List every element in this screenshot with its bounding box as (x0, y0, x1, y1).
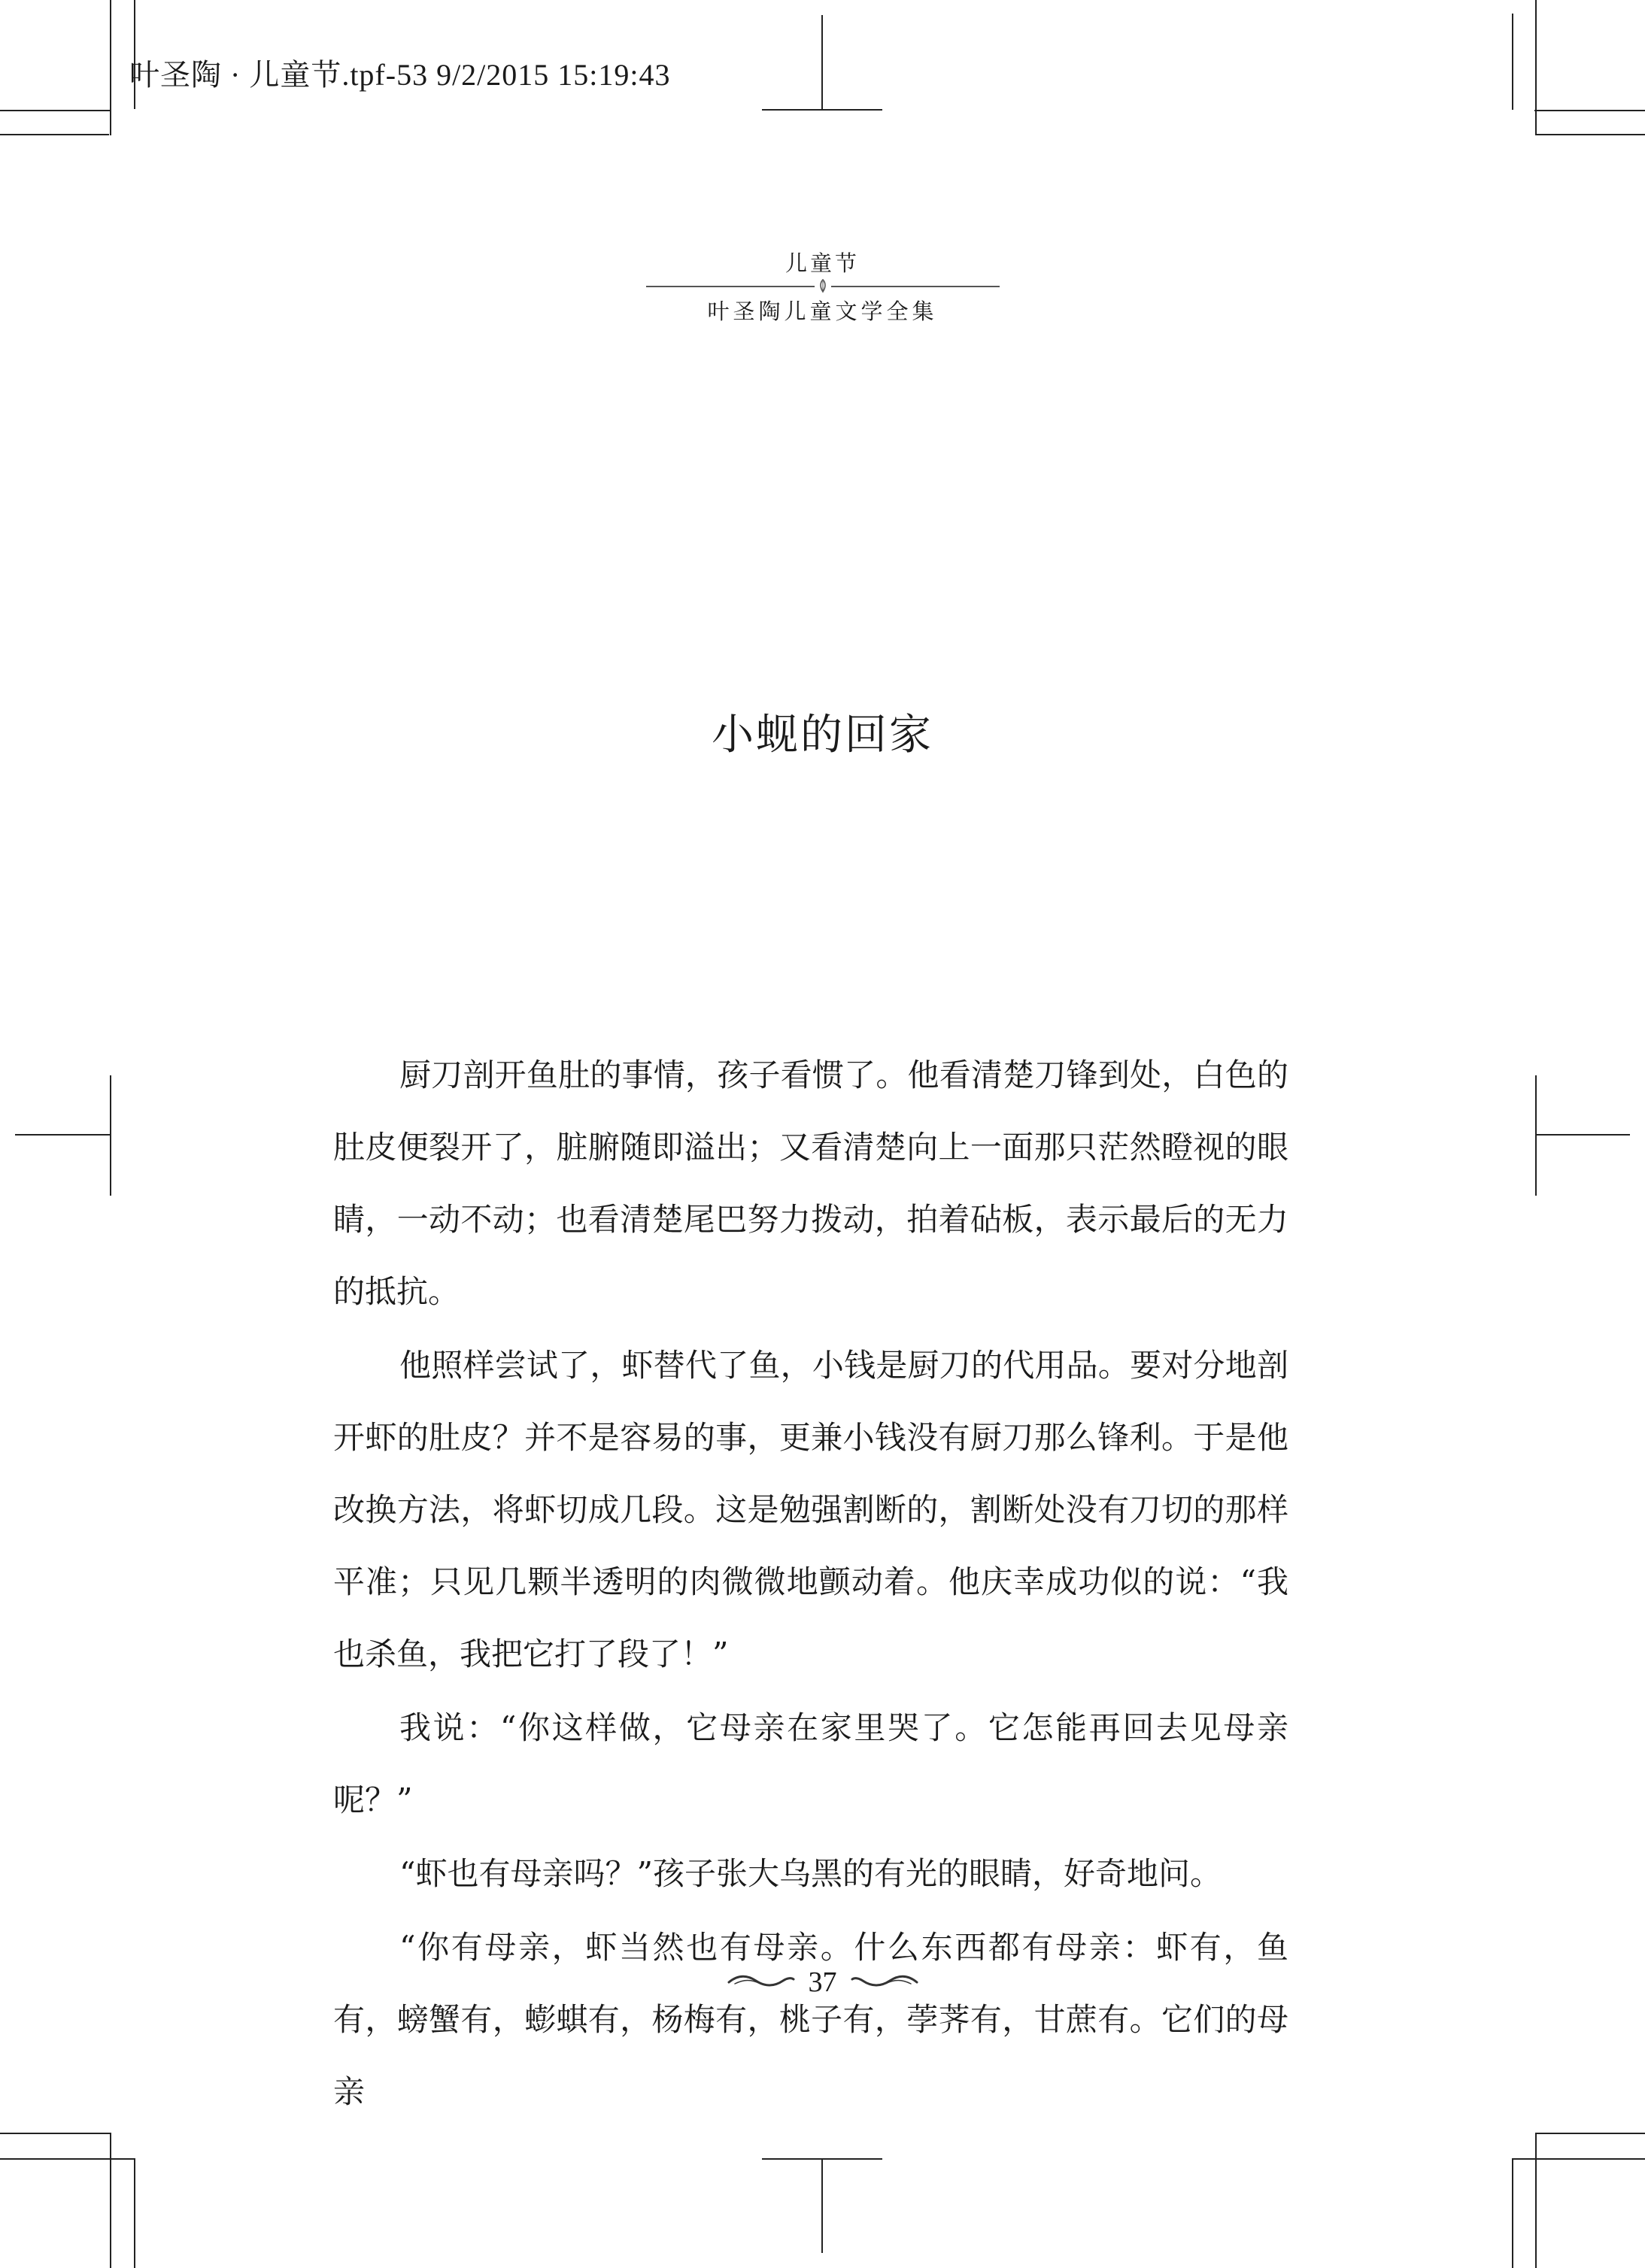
paragraph: 我说：“你这样做，它母亲在家里哭了。它怎能再回去见母亲呢？” (333, 1709, 1288, 1818)
crop-mark (1535, 0, 1537, 135)
crop-mark (1534, 110, 1645, 111)
crop-mark (821, 2158, 823, 2253)
paragraph: 厨刀剖开鱼肚的事情，孩子看惯了。他看清楚刀锋到处，白色的肚皮便裂开了，脏腑随即溢出；又看清楚向上一面那只茫然瞪视的眼睛，一动不动；也看清楚尾巴努力拨动，拍着砧板，表示最后的无力的抵抗。 (333, 1057, 1288, 1310)
crop-mark (1535, 1134, 1630, 1136)
crop-mark (1535, 1075, 1537, 1196)
crop-mark (1535, 2133, 1537, 2268)
crop-mark (0, 110, 110, 111)
crop-mark (1512, 2158, 1513, 2268)
header-book-title: 叶圣陶儿童文学全集 (707, 299, 938, 324)
crop-mark (1535, 2133, 1645, 2134)
chapter-title: 小蚬的回家 (712, 710, 933, 760)
swash-ornament-icon (727, 1972, 795, 1993)
crop-mark (762, 109, 882, 111)
running-header (0, 248, 1645, 328)
print-slug-line: 叶圣陶 · 儿童节.tpf-53 9/2/2015 15:19:43 (129, 58, 671, 92)
crop-mark (134, 2158, 135, 2268)
crop-mark (821, 15, 823, 109)
page-number: 37 (808, 1966, 837, 1998)
crop-mark (0, 2158, 134, 2160)
crop-mark (110, 2133, 111, 2268)
header-rule (646, 278, 1000, 295)
crop-mark (110, 0, 111, 135)
crop-mark (0, 134, 109, 135)
paragraph: 他照样尝试了，虾替代了鱼，小钱是厨刀的代用品。要对分地剖开虾的肚皮？并不是容易的事，更兼小钱没有厨刀那么锋利。于是他改换方法，将虾切成几段。这是勉强割断的，割断处没有刀切的那样平准；只见几颗半透明的肉微微地颤动着。他庆幸成功似的说：“我也杀鱼，我把它打了段了！” (333, 1347, 1288, 1672)
crop-mark (762, 2158, 882, 2160)
paragraph: “虾也有母亲吗？”孩子张大乌黑的有光的眼睛，好奇地问。 (399, 1855, 1222, 1892)
crop-mark (1512, 2158, 1645, 2160)
crop-mark (15, 1134, 110, 1136)
crop-mark (0, 2133, 110, 2134)
leaf-ornament-icon (815, 278, 831, 293)
body-text (333, 1039, 1288, 2128)
swash-ornament-icon (851, 1972, 918, 1993)
page-folio (0, 1966, 1645, 1999)
crop-mark (1535, 134, 1645, 135)
header-series-title: 儿童节 (785, 250, 860, 276)
crop-mark (1512, 14, 1513, 110)
paragraph: “你有母亲，虾当然也有母亲。什么东西都有母亲：虾有，鱼有，螃蟹有，蟛蜞有，杨梅有，桃子有，荸荠有，甘蔗有。它们的母亲 (333, 1929, 1288, 2110)
crop-mark (110, 1075, 111, 1196)
